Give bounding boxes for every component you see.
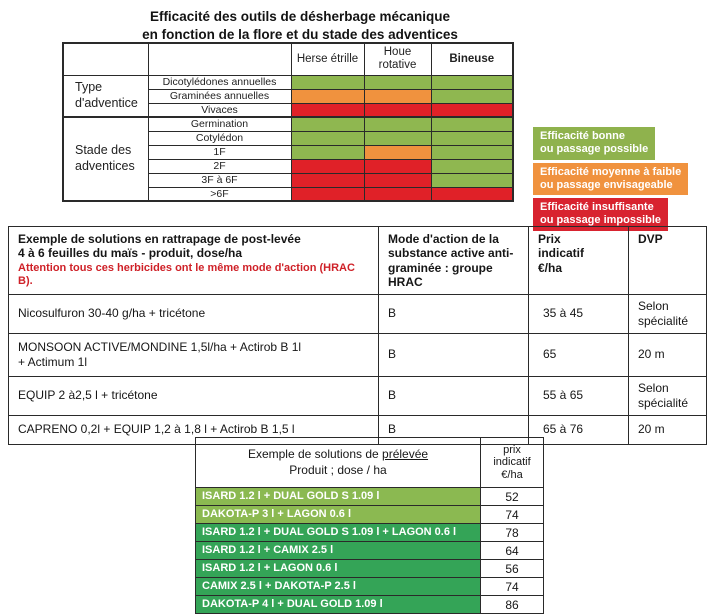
efficacy-cell: [291, 117, 364, 131]
legend-text: Efficacité moyenne à faible: [540, 165, 682, 178]
price-cell: 74: [481, 578, 544, 596]
tool-header-houe-rotative: Houe rotative: [364, 43, 431, 75]
mode-cell: B: [379, 294, 529, 333]
postlevee-table: [8, 226, 707, 445]
price-col-line: €/ha: [538, 260, 563, 275]
efficacy-cell: [364, 117, 431, 131]
dvp-cell: 20 m: [629, 333, 707, 376]
price-cell: 86: [481, 596, 544, 614]
postlevee-header-products: [9, 227, 379, 295]
product-cell: [9, 294, 379, 333]
postlevee-header-warning: Attention tous ces herbicides ont le même mode d'action (HRAC B).: [18, 261, 355, 287]
efficacy-cell: [431, 159, 513, 173]
corner-cell: [148, 43, 291, 75]
group-label-type-adventice: Type d'adventice: [63, 75, 148, 117]
efficacy-cell: [431, 75, 513, 89]
efficacy-cell: [364, 173, 431, 187]
prelevee-row: [196, 560, 544, 578]
dvp-cell: Selon spécialité: [629, 376, 707, 415]
efficacy-cell: [431, 131, 513, 145]
efficacy-cell: [364, 145, 431, 159]
product-cell: [9, 376, 379, 415]
legend-text: ou passage possible: [540, 142, 649, 155]
price-cell: 35 à 45: [529, 294, 629, 333]
page-title-line2: en fonction de la flore et du stade des adventices: [142, 26, 458, 42]
row-label: Vivaces: [148, 103, 291, 117]
product-line: MONSOON ACTIVE/MONDINE 1,5l/ha + Actirob B 1l: [18, 339, 302, 354]
price-col-line: €/ha: [501, 468, 523, 481]
efficacy-cell: [431, 187, 513, 201]
product-cell: ISARD 1.2 l + CAMIX 2.5 l: [196, 542, 481, 560]
price-cell: 74: [481, 506, 544, 524]
efficacy-cell: [291, 145, 364, 159]
prelevee-row: [196, 488, 544, 506]
product-line: + Actimum 1l: [18, 354, 88, 369]
row-label: Cotylédon: [148, 131, 291, 145]
efficacy-cell: [364, 187, 431, 201]
product-cell: CAMIX 2.5 l + DAKOTA-P 2.5 l: [196, 578, 481, 596]
page-title: [60, 8, 540, 44]
prelevee-header-price: [481, 438, 544, 488]
postlevee-header-line1: Exemple de solutions en rattrapage de post-levée: [18, 232, 301, 246]
prelevee-row: [196, 524, 544, 542]
mode-col-label: Mode d'action de la substance active anti-graminée : groupe HRAC: [388, 232, 514, 290]
price-cell: 65 à 76: [529, 415, 629, 444]
postlevee-header-dvp: DVP: [629, 227, 707, 295]
efficacy-cell: [291, 103, 364, 117]
prelevee-header-line2: Produit ; dose / ha: [289, 462, 387, 477]
tool-header-herse-etrille: Herse étrille: [291, 43, 364, 75]
group-label-stade-adventices: Stade des adventices: [63, 117, 148, 201]
price-col-line: prix: [503, 444, 521, 457]
price-cell: 78: [481, 524, 544, 542]
price-cell: 65: [529, 333, 629, 376]
product-cell: ISARD 1.2 l + LAGON 0.6 l: [196, 560, 481, 578]
efficacy-cell: [431, 173, 513, 187]
price-col-line: indicatif: [493, 456, 531, 469]
price-cell: 56: [481, 560, 544, 578]
postlevee-row: [9, 333, 707, 376]
product-line: CAPRENO 0,2l + EQUIP 1,2 à 1,8 l + Actirob B 1,5 l: [18, 422, 295, 437]
prelevee-row: [196, 506, 544, 524]
price-cell: 55 à 65: [529, 376, 629, 415]
product-cell: ISARD 1.2 l + DUAL GOLD S 1.09 l + LAGON 0.6 l: [196, 524, 481, 542]
efficacy-cell: [291, 89, 364, 103]
efficacy-cell: [291, 131, 364, 145]
row-label: 3F à 6F: [148, 173, 291, 187]
efficacy-cell: [364, 103, 431, 117]
row-label: Dicotylédones annuelles: [148, 75, 291, 89]
legend-text: ou passage envisageable: [540, 178, 673, 191]
prelevee-header-products: [196, 438, 481, 488]
efficacy-cell: [291, 187, 364, 201]
product-line: EQUIP 2 à2,5 l + tricétone: [18, 388, 158, 403]
efficacy-legend: [533, 127, 688, 231]
dvp-cell: Selon spécialité: [629, 294, 707, 333]
legend-text: Efficacité bonne: [540, 130, 625, 142]
product-cell: DAKOTA-P 4 l + DUAL GOLD 1.09 l: [196, 596, 481, 614]
price-col-line: Prix: [538, 232, 561, 246]
efficacy-cell: [431, 103, 513, 117]
price-col-line: indicatif: [538, 246, 585, 261]
prelevee-row: [196, 596, 544, 614]
postlevee-row: [9, 294, 707, 333]
efficacy-cell: [431, 117, 513, 131]
postlevee-header-mode: [379, 227, 529, 295]
postlevee-header-price: [529, 227, 629, 295]
legend-text: ou passage impossible: [540, 214, 662, 227]
legend-item-good: [533, 127, 655, 160]
efficacy-cell: [364, 131, 431, 145]
product-cell: DAKOTA-P 3 l + LAGON 0.6 l: [196, 506, 481, 524]
tool-header-bineuse: Bineuse: [431, 43, 513, 75]
efficacy-cell: [431, 89, 513, 103]
efficacy-cell: [431, 145, 513, 159]
page-title-line1: Efficacité des outils de désherbage mécanique: [149, 9, 451, 24]
prelevee-header-underlined: prélevée: [382, 446, 429, 461]
row-label: Graminées annuelles: [148, 89, 291, 103]
product-cell: [9, 333, 379, 376]
postlevee-row: [9, 376, 707, 415]
efficacy-table: [62, 42, 514, 202]
efficacy-cell: [291, 75, 364, 89]
postlevee-header-line2: 4 à 6 feuilles du maïs - produit, dose/ha: [18, 246, 243, 261]
price-cell: 64: [481, 542, 544, 560]
row-label: >6F: [148, 187, 291, 201]
legend-text: Efficacité insuffisante: [540, 201, 654, 214]
product-cell: ISARD 1.2 l + DUAL GOLD S 1.09 l: [196, 488, 481, 506]
mode-cell: B: [379, 415, 529, 444]
efficacy-cell: [364, 89, 431, 103]
efficacy-cell: [364, 75, 431, 89]
row-label: 1F: [148, 145, 291, 159]
mode-cell: B: [379, 376, 529, 415]
dvp-cell: 20 m: [629, 415, 707, 444]
price-cell: 52: [481, 488, 544, 506]
prelevee-header-prefix: Exemple de solutions de: [247, 446, 379, 461]
corner-cell: [63, 43, 148, 75]
mode-cell: B: [379, 333, 529, 376]
efficacy-cell: [364, 159, 431, 173]
prelevee-row: [196, 542, 544, 560]
prelevee-row: [196, 578, 544, 596]
row-label: Germination: [148, 117, 291, 131]
prelevee-table: [195, 437, 544, 614]
product-line: Nicosulfuron 30-40 g/ha + tricétone: [18, 306, 206, 321]
legend-item-medium: [533, 163, 688, 196]
row-label: 2F: [148, 159, 291, 173]
efficacy-cell: [291, 159, 364, 173]
efficacy-cell: [291, 173, 364, 187]
